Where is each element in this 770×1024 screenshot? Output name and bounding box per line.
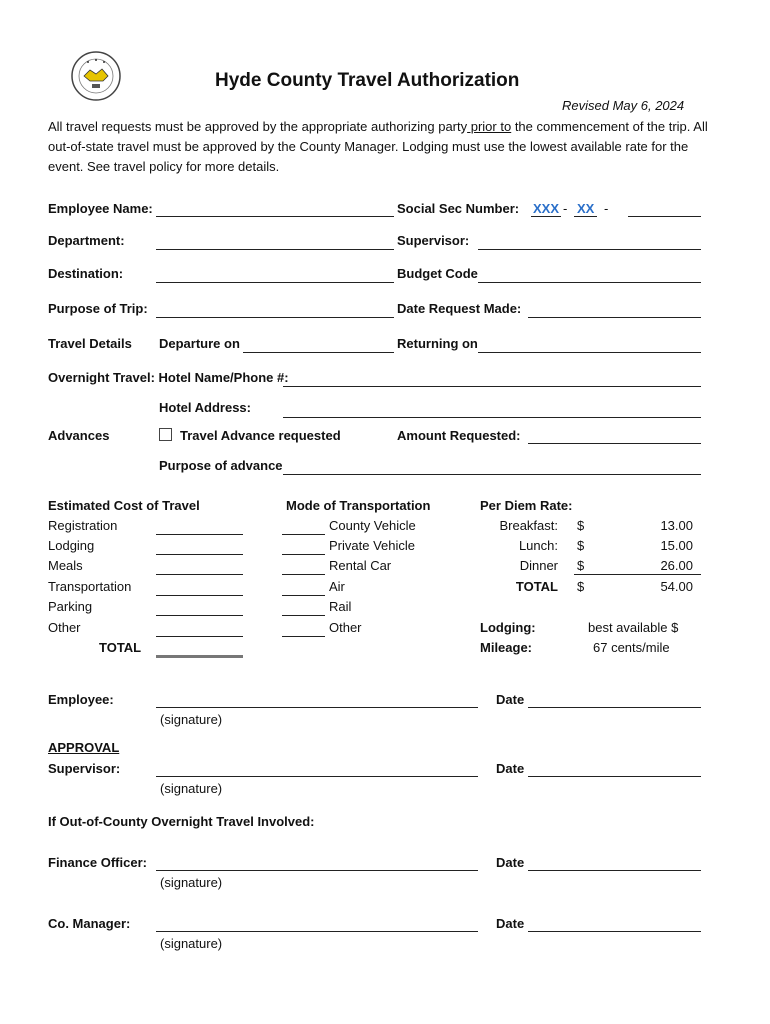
supervisor-date-label: Date bbox=[496, 761, 525, 776]
out-of-county-heading: If Out-of-County Overnight Travel Involved: bbox=[48, 814, 315, 829]
approval-heading: APPROVAL bbox=[48, 740, 120, 755]
advances-label: Advances bbox=[48, 428, 110, 443]
hotel-name-field[interactable] bbox=[283, 386, 701, 387]
transport-item: Air bbox=[329, 579, 345, 594]
per-diem-currency: $ bbox=[577, 518, 585, 533]
cost-item: Transportation bbox=[48, 579, 132, 594]
per-diem-label: Breakfast: bbox=[499, 518, 558, 533]
cost-item: Parking bbox=[48, 599, 93, 614]
transport-field[interactable] bbox=[282, 595, 325, 596]
per-diem-heading: Per Diem Rate: bbox=[480, 498, 573, 513]
employee-name-field[interactable] bbox=[156, 216, 394, 217]
transport-field[interactable] bbox=[282, 636, 325, 637]
per-diem-label: Lunch: bbox=[518, 538, 558, 553]
cost-item: Registration bbox=[48, 518, 118, 533]
budget-code-field[interactable] bbox=[478, 282, 701, 283]
per-diem-currency: $ bbox=[577, 579, 585, 594]
transport-item: Rental Car bbox=[329, 558, 392, 573]
ssn-part1[interactable]: XXX bbox=[533, 201, 560, 216]
ssn-dash-1: - bbox=[563, 201, 568, 216]
per-diem-label: Dinner bbox=[519, 558, 558, 573]
employee-name-label: Employee Name: bbox=[48, 201, 153, 216]
transport-item: Rail bbox=[329, 599, 352, 614]
cost-field[interactable] bbox=[156, 636, 243, 637]
mileage-rate-label: Mileage: bbox=[480, 640, 533, 655]
budget-code-label: Budget Code bbox=[397, 266, 478, 281]
manager-date-field[interactable] bbox=[528, 931, 701, 932]
cost-total-field[interactable] bbox=[156, 655, 243, 658]
manager-signature-field[interactable] bbox=[156, 931, 478, 932]
department-label: Department: bbox=[48, 233, 125, 248]
transport-field[interactable] bbox=[282, 554, 325, 555]
per-diem-total-amount: 54.00 bbox=[660, 579, 693, 594]
signature-caption: (signature) bbox=[160, 936, 223, 951]
overnight-label: Overnight Travel: Hotel Name/Phone #: bbox=[48, 370, 289, 385]
departure-label: Departure on bbox=[159, 336, 240, 351]
purpose-advance-field[interactable] bbox=[283, 474, 701, 475]
returning-field[interactable] bbox=[478, 352, 701, 353]
cost-field[interactable] bbox=[156, 554, 243, 555]
supervisor-date-field[interactable] bbox=[528, 776, 701, 777]
per-diem-currency: $ bbox=[577, 538, 585, 553]
cost-field[interactable] bbox=[156, 595, 243, 596]
purpose-advance-label: Purpose of advance bbox=[159, 458, 283, 473]
signature-caption: (signature) bbox=[160, 712, 223, 727]
intro-text: All travel requests must be approved by the appropriate authorizing party prior to the commencement of the trip. All out-of-state travel must be approved by the County Manager. Lodging must use the lowest available rate for the event. See travel policy for more details. bbox=[48, 119, 708, 174]
mileage-rate-value: 67 cents/mile bbox=[593, 640, 670, 655]
manager-date-label: Date bbox=[496, 916, 525, 931]
per-diem-amount: 15.00 bbox=[660, 538, 693, 553]
transport-item: Other bbox=[329, 620, 362, 635]
finance-date-field[interactable] bbox=[528, 870, 701, 871]
transport-field[interactable] bbox=[282, 615, 325, 616]
cost-field[interactable] bbox=[156, 534, 243, 535]
county-seal-logo bbox=[70, 50, 122, 102]
date-request-field[interactable] bbox=[528, 317, 701, 318]
returning-label: Returning on bbox=[397, 336, 478, 351]
ssn-part3-field[interactable] bbox=[628, 216, 701, 217]
lodging-rate-label: Lodging: bbox=[480, 620, 536, 635]
destination-label: Destination: bbox=[48, 266, 124, 281]
purpose-field[interactable] bbox=[156, 317, 394, 318]
ssn-label: Social Sec Number: bbox=[397, 201, 520, 216]
supervisor-signature-label: Supervisor: bbox=[48, 761, 121, 776]
hotel-address-field[interactable] bbox=[283, 417, 701, 418]
finance-signature-field[interactable] bbox=[156, 870, 478, 871]
department-field[interactable] bbox=[156, 249, 394, 250]
finance-date-label: Date bbox=[496, 855, 525, 870]
finance-officer-label: Finance Officer: bbox=[48, 855, 147, 870]
transport-field[interactable] bbox=[282, 534, 325, 535]
signature-caption: (signature) bbox=[160, 875, 223, 890]
cost-item: Lodging bbox=[48, 538, 95, 553]
estimated-cost-heading: Estimated Cost of Travel bbox=[48, 498, 200, 513]
lodging-rate-value: best available $ bbox=[588, 620, 679, 635]
ssn-dash-2: - bbox=[604, 201, 609, 216]
transport-item: County Vehicle bbox=[329, 518, 416, 533]
per-diem-total-label: TOTAL bbox=[515, 579, 558, 594]
page-title: Hyde County Travel Authorization bbox=[215, 70, 520, 91]
employee-date-field[interactable] bbox=[528, 707, 701, 708]
employee-signature-field[interactable] bbox=[156, 707, 478, 708]
cost-item: Meals bbox=[48, 558, 83, 573]
revised-date: Revised May 6, 2024 bbox=[562, 98, 685, 113]
amount-requested-label: Amount Requested: bbox=[397, 428, 521, 443]
travel-advance-checkbox[interactable] bbox=[159, 428, 172, 441]
supervisor-signature-field[interactable] bbox=[156, 776, 478, 777]
travel-advance-label: Travel Advance requested bbox=[180, 428, 341, 443]
ssn-part2[interactable]: XX bbox=[574, 201, 597, 217]
supervisor-field[interactable] bbox=[478, 249, 701, 250]
prior-to-emphasis: prior to bbox=[467, 119, 512, 134]
cost-field[interactable] bbox=[156, 574, 243, 575]
per-diem-amount: 13.00 bbox=[660, 518, 693, 533]
signature-caption: (signature) bbox=[160, 781, 223, 796]
supervisor-label: Supervisor: bbox=[397, 233, 470, 248]
purpose-label: Purpose of Trip: bbox=[48, 301, 148, 316]
transport-item: Private Vehicle bbox=[329, 538, 415, 553]
employee-signature-label: Employee: bbox=[48, 692, 114, 707]
per-diem-currency: $ bbox=[577, 558, 585, 573]
amount-requested-field[interactable] bbox=[528, 443, 701, 444]
transport-heading: Mode of Transportation bbox=[286, 498, 431, 513]
manager-label: Co. Manager: bbox=[48, 916, 131, 931]
per-diem-divider bbox=[574, 574, 701, 575]
departure-field[interactable] bbox=[243, 352, 394, 353]
travel-details-label: Travel Details bbox=[48, 336, 132, 351]
employee-date-label: Date bbox=[496, 692, 525, 707]
cost-field[interactable] bbox=[156, 615, 243, 616]
hotel-address-label: Hotel Address: bbox=[159, 400, 251, 415]
date-request-label: Date Request Made: bbox=[397, 301, 522, 316]
destination-field[interactable] bbox=[156, 282, 394, 283]
transport-field[interactable] bbox=[282, 574, 325, 575]
cost-item: Other bbox=[48, 620, 81, 635]
per-diem-amount: 26.00 bbox=[660, 558, 693, 573]
cost-total-label: TOTAL bbox=[99, 640, 142, 655]
